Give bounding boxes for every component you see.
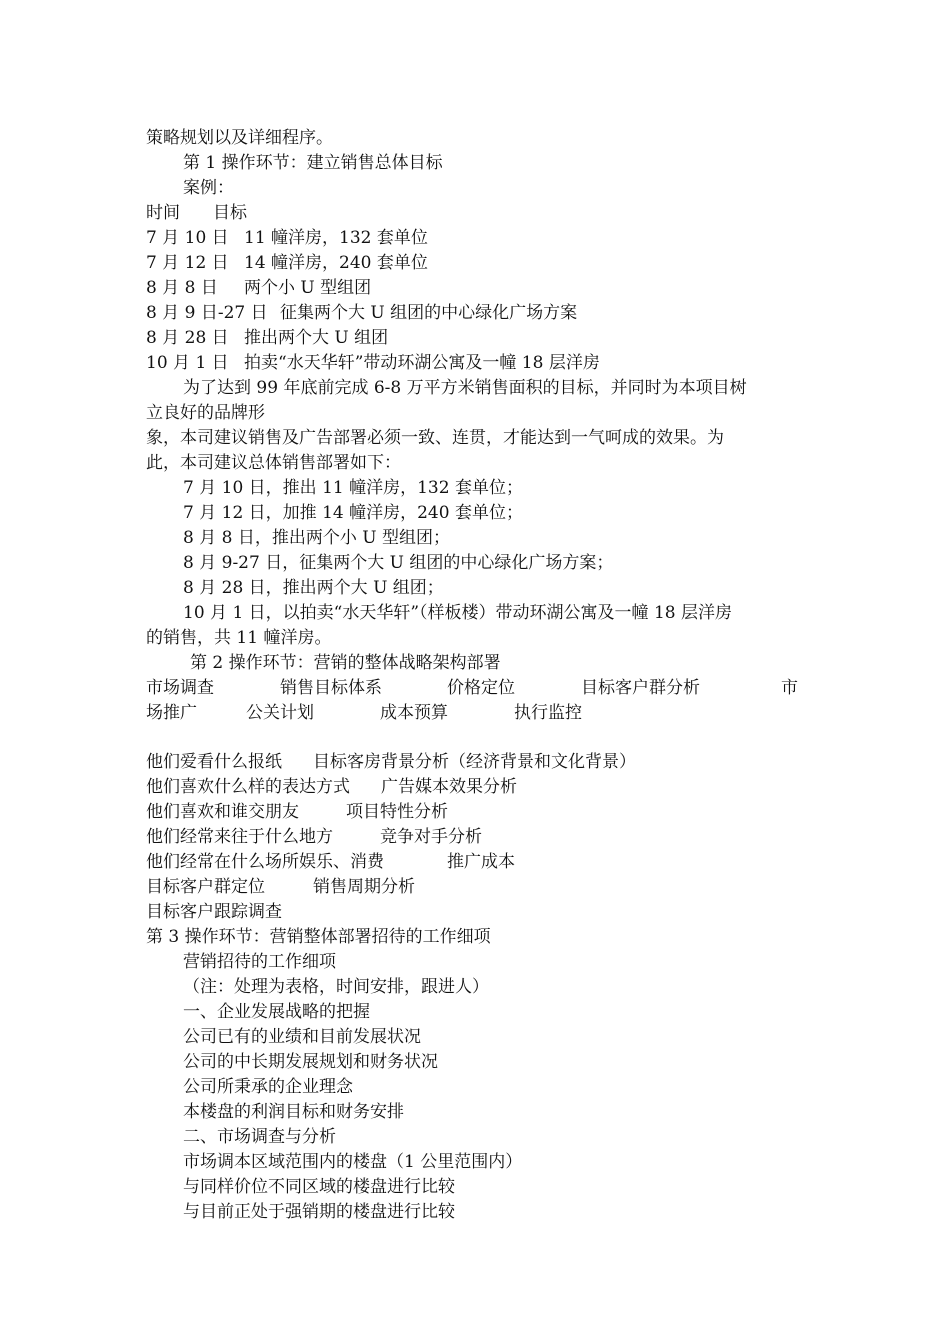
- step3-item: 营销招待的工作细项: [183, 952, 336, 972]
- case-label: 案例：: [183, 178, 234, 198]
- pair-analysis: 目标客房背景分析（经济背景和文化背景）: [313, 752, 636, 772]
- step3-item: （注：处理为表格，时间安排，跟进人）: [183, 977, 489, 997]
- plan-item: 8 月 28 日，推出两个大 U 组团；: [183, 578, 444, 598]
- arch-item: 场推广: [146, 703, 197, 723]
- pair-question: 目标客户群定位: [146, 877, 265, 897]
- tracking-line: 目标客户跟踪调查: [146, 902, 282, 922]
- pair-question: 他们喜欢什么样的表达方式: [146, 777, 350, 797]
- arch-item: 市场调查: [146, 678, 214, 698]
- pair-question: 他们爱看什么报纸: [146, 752, 282, 772]
- pair-analysis: 推广成本: [447, 852, 515, 872]
- schedule-goal: 14 幢洋房，240 套单位: [244, 253, 428, 273]
- schedule-header-time: 时间: [146, 203, 180, 223]
- step3-item: 公司已有的业绩和目前发展状况: [183, 1027, 421, 1047]
- arch-item: 市: [781, 678, 798, 698]
- schedule-time: 7 月 10 日: [146, 228, 229, 248]
- arch-item: 销售目标体系: [280, 678, 382, 698]
- schedule-goal: 拍卖“水天华轩”带动环湖公寓及一幢 18 层洋房: [244, 353, 600, 373]
- pair-analysis: 竞争对手分析: [380, 827, 482, 847]
- plan-item: 7 月 12 日，加推 14 幢洋房，240 套单位；: [183, 503, 523, 523]
- step3-item: 与目前正处于强销期的楼盘进行比较: [183, 1202, 455, 1222]
- pair-question: 他们经常来往于什么地方: [146, 827, 333, 847]
- plan-item: 10 月 1 日，以拍卖“水天华轩”（样板楼）带动环湖公寓及一幢 18 层洋房: [183, 603, 732, 623]
- schedule-time: 7 月 12 日: [146, 253, 229, 273]
- schedule-goal: 推出两个大 U 组团: [244, 328, 389, 348]
- pair-analysis: 销售周期分析: [313, 877, 415, 897]
- paragraph-line: 为了达到 99 年底前完成 6-8 万平方米销售面积的目标，并同时为本项目树: [183, 378, 747, 398]
- step3-item: 公司所秉承的企业理念: [183, 1077, 353, 1097]
- intro-line: 策略规划以及详细程序。: [146, 128, 333, 148]
- schedule-goal: 11 幢洋房，132 套单位: [244, 228, 428, 248]
- schedule-header-goal: 目标: [213, 203, 247, 223]
- paragraph-line: 立良好的品牌形: [146, 403, 265, 423]
- step2-heading: 第 2 操作环节：营销的整体战略架构部署: [190, 653, 501, 673]
- step3-item: 公司的中长期发展规划和财务状况: [183, 1052, 438, 1072]
- schedule-time: 10 月 1 日: [146, 353, 229, 373]
- step1-heading: 第 1 操作环节：建立销售总体目标: [183, 153, 443, 173]
- pair-analysis: 广告媒本效果分析: [381, 777, 517, 797]
- step3-item: 二、市场调查与分析: [183, 1127, 336, 1147]
- plan-item: 8 月 8 日，推出两个小 U 型组团；: [183, 528, 450, 548]
- arch-item: 公关计划: [246, 703, 314, 723]
- schedule-time: 8 月 28 日: [146, 328, 229, 348]
- pair-question: 他们喜欢和谁交朋友: [146, 802, 299, 822]
- step3-item: 市场调本区域范围内的楼盘（1 公里范围内）: [183, 1152, 523, 1172]
- paragraph-line: 此，本司建议总体销售部署如下：: [146, 453, 401, 473]
- schedule-goal: 征集两个大 U 组团的中心绿化广场方案: [280, 303, 578, 323]
- arch-item: 成本预算: [380, 703, 448, 723]
- schedule-goal: 两个小 U 型组团: [244, 278, 372, 298]
- schedule-time: 8 月 8 日: [146, 278, 218, 298]
- schedule-time: 8 月 9 日-27 日: [146, 303, 268, 323]
- step3-item: 一、企业发展战略的把握: [183, 1002, 370, 1022]
- paragraph-line: 象，本司建议销售及广告部署必须一致、连贯，才能达到一气呵成的效果。为: [146, 428, 724, 448]
- arch-item: 执行监控: [514, 703, 582, 723]
- pair-analysis: 项目特性分析: [346, 802, 448, 822]
- step3-heading: 第 3 操作环节：营销整体部署招待的工作细项: [146, 927, 491, 947]
- arch-item: 目标客户群分析: [581, 678, 700, 698]
- pair-question: 他们经常在什么场所娱乐、消费: [146, 852, 384, 872]
- plan-item: 7 月 10 日，推出 11 幢洋房，132 套单位；: [183, 478, 523, 498]
- step3-item: 本楼盘的利润目标和财务安排: [183, 1102, 404, 1122]
- plan-item: 8 月 9-27 日，征集两个大 U 组团的中心绿化广场方案；: [183, 553, 614, 573]
- arch-item: 价格定位: [447, 678, 515, 698]
- plan-item-continuation: 的销售，共 11 幢洋房。: [146, 628, 332, 648]
- step3-item: 与同样价位不同区域的楼盘进行比较: [183, 1177, 455, 1197]
